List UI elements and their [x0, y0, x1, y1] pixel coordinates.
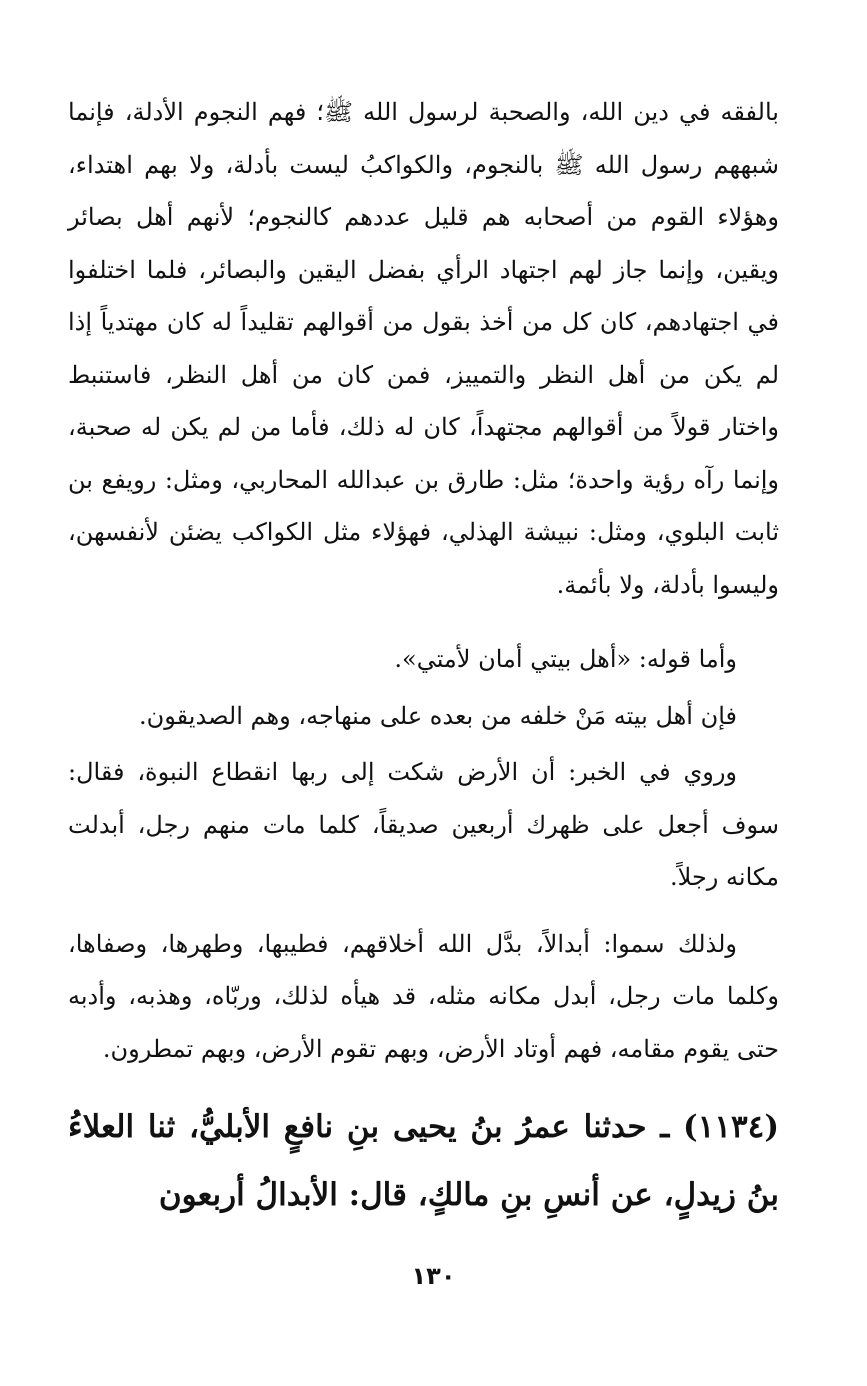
paragraph-sahaba-stars: بالفقه في دين الله، والصحبة لرسول الله ﷺ؛ فهم النجوم الأدلة، فإنما شبههم رسول الله ﷺ بالنجوم، والكواكبُ ليست بأدلة، ولا بهم اهتداء، وهؤلاء القوم من أصحابه هم قليل عددهم كالنجوم؛ لأنهم أهل بصائر ويقين، وإنما جاز لهم اجتهاد الرأي بفضل اليقين والبصائر، فلما اختلفوا في اجتهادهم، كان كل من أخذ بقول من أقوالهم تقليداً له كان مهتدياً إذا لم يكن من أهل النظر والتمييز، فمن كان من أهل النظر، فاستنبط واختار قولاً من أقوالهم مجتهداً، كان له ذلك، فأما من لم يكن له صحبة، وإنما رآه رؤية واحدة؛ مثل: طارق بن عبدالله المحاربي، ومثل: رويفع بن ثابت البلوي، ومثل: نبيشة الهذلي، فهؤلاء مثل الكواكب يضئن لأنفسهن، وليسوا بأدلة، ولا بأئمة.	[68, 98, 780, 599]
paragraph-abdal-naming: ولذلك سموا: أبدالاً، بدَّل الله أخلاقهم، فطيبها، وطهرها، وصفاها، وكلما مات رجل، أبدل مكانه مثله، قد هيأه لذلك، وربّاه، وهذبه، وأدبه حتى يقوم مقامه، فهم أوتاد الأرض، وبهم تقوم الأرض، وبهم تمطرون.	[68, 929, 779, 1063]
paragraph-ahl-bayt-explanation: فإن أهل بيته مَنْ خلفه من بعده على منهاجه، وهم الصديقون.	[139, 701, 737, 730]
paragraph-khabar-earth: وروي في الخبر: أن الأرض شكت إلى ربها انقطاع النبوة، فقال: سوف أجعل على ظهرك أربعين صديقاً، كلما مات منهم رجل، أبدلت مكانه رجلاً.	[68, 758, 779, 891]
page-number: ١٣٠	[411, 1262, 456, 1290]
paragraph-ahl-bayti: وأما قوله: «أهل بيتي أمان لأمتي».	[394, 645, 737, 673]
page-body	[68, 86, 779, 1229]
hadith-heading: (١١٣٤) ـ حدثنا عمرُ بنُ يحيى بنِ نافعٍ الأبليُّ، ثنا العلاءُ بنُ زيدلٍ، عن أنسِ بنِ مالكٍ، قال: الأبدالُ أربعون	[68, 1109, 779, 1213]
